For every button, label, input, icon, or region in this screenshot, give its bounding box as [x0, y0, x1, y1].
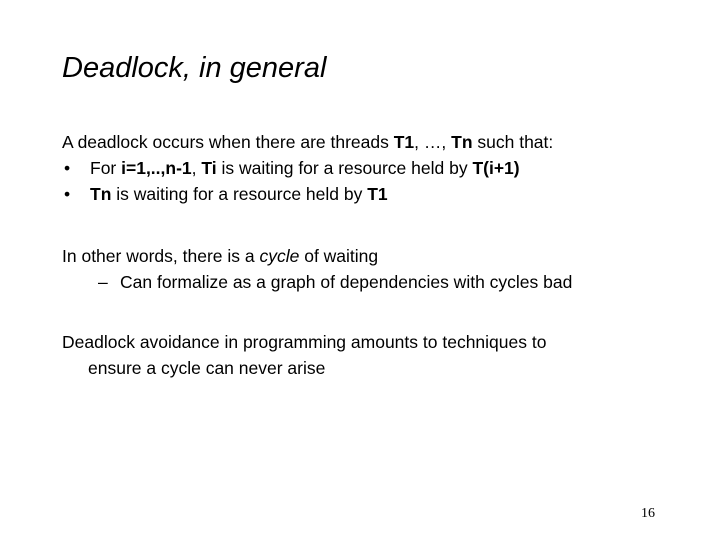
- avoidance-paragraph: [62, 329, 546, 381]
- slide-number: 16: [641, 506, 655, 521]
- cycle-sentence: In other words, there is a cycle of waiting: [62, 246, 379, 266]
- bullet-item-1: • For i=1,..,n-1, Ti is waiting for a resource held by T(i+1): [62, 155, 553, 181]
- slide-title: Deadlock, in general: [62, 52, 327, 84]
- sub-item: – Can formalize as a graph of dependencies with cycles bad: [62, 269, 572, 295]
- avoidance-line-1: Deadlock avoidance in programming amounts to techniques to: [62, 332, 547, 352]
- bullet-icon: •: [64, 184, 71, 204]
- bullet-icon: •: [64, 158, 71, 178]
- bullet-item-2: • Tn is waiting for a resource held by T1: [62, 181, 553, 207]
- dash-icon: –: [98, 272, 108, 292]
- cycle-paragraph: [62, 243, 572, 295]
- deadlock-definition: [62, 129, 553, 207]
- definition-intro: A deadlock occurs when there are threads T1, …, Tn such that:: [62, 132, 554, 152]
- avoidance-line-2: ensure a cycle can never arise: [88, 358, 326, 378]
